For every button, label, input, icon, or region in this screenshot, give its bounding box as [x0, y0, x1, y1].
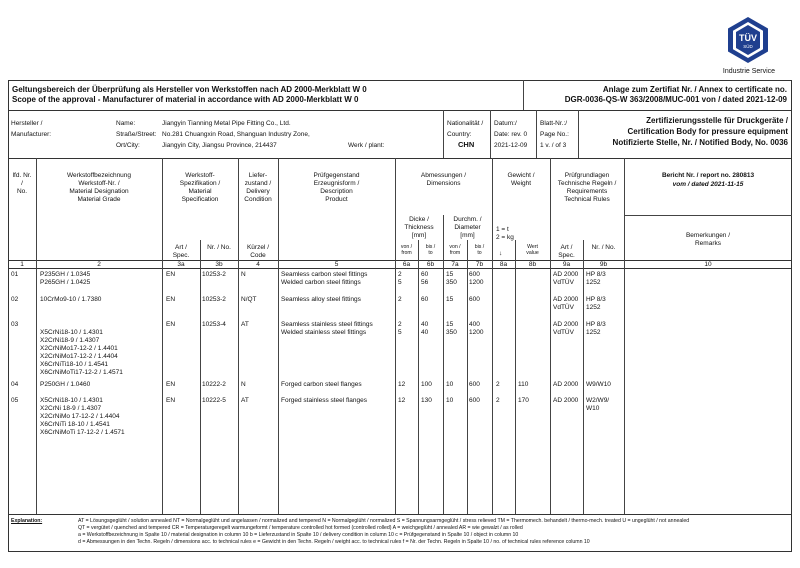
- divider: [8, 158, 792, 159]
- cell-d-from: 10: [446, 381, 454, 388]
- report-date: vom / dated 2021-11-15: [672, 181, 744, 188]
- cell-t-from: 2 5: [398, 321, 402, 336]
- cell-rule: AD 2000 VdTÜV: [553, 271, 579, 286]
- cell-t-to: 130: [421, 397, 432, 404]
- cell-d-from: 15 350: [446, 271, 457, 286]
- cell-grade: X5CrNi18-10 / 1.4301 X2CrNi 18-9 / 1.4307 X2CrNiMo 17-12-2 / 1.4404 X6CrNiTi 18-10 / 1.4541 X6CrNiMoTi 17-12-2 / 1.4571: [40, 397, 125, 436]
- column-number: 8b: [528, 261, 537, 268]
- date-label: Date: rev. 0: [494, 131, 528, 138]
- cell-product: Forged carbon steel flanges: [281, 381, 362, 388]
- column-number: 9b: [599, 261, 608, 268]
- cell-rule: AD 2000: [553, 381, 579, 388]
- cell-t-from: 12: [398, 381, 406, 388]
- page-label: Page No.:: [540, 131, 569, 138]
- cell-specno: 10253-2: [202, 271, 226, 278]
- cell-grade: X5CrNi18-10 / 1.4301 X2CrNi18-9 / 1.4307 X2CrNiMo17-12-2 / 1.4401 X2CrNiMo17-12-2 / 1.4404 X6CrNiTi18-10 / 1.4541 X6CrNiMoTi17-12-2 / 1.4571: [40, 329, 123, 376]
- cell-ruleno: HP 8/3 1252: [586, 321, 606, 336]
- divider: [8, 514, 792, 515]
- manufacturer-city: Jiangyin City, Jiangsu Province, 214437: [162, 142, 277, 149]
- city-label: Ort/City:: [116, 142, 140, 149]
- explanation-line: a = Werkstoffbezeichnung in Spalte 10 / material designation in column 10 b = Lieferzustand in Spalte 10 / delivery condition in column 10 c = Prüfgegenstand in Spalte 10 / object in column 10: [78, 532, 519, 538]
- cell-d-to: 600: [469, 296, 480, 303]
- page-value: 1 v. / of 3: [540, 142, 567, 149]
- title-de: Geltungsbereich der Überprüfung als Hersteller von Werkstoffen nach AD 2000-Merkblatt W 0: [12, 85, 367, 94]
- col-header-code: Kürzel / Code: [246, 244, 270, 259]
- manufacturer-street: No.281 Chuangxin Road, Shanguan Industry Zone,: [162, 131, 310, 138]
- col-header-rules: Prüfgrundlagen Technische Regeln / Requirements Technical Rules: [557, 172, 617, 203]
- column-number: 3a: [177, 261, 185, 268]
- col-header-from: von / from: [400, 244, 413, 257]
- cell-grade: P235GH / 1.0345 P265GH / 1.0425: [40, 271, 91, 286]
- cell-w-unit: 2: [496, 397, 500, 404]
- nationality-label: Nationalität /: [447, 120, 484, 127]
- cell-ruleno: W2/W9/ W10: [586, 397, 610, 412]
- cell-w-val: 170: [518, 397, 529, 404]
- explanation-line: d = Abmessungen in den Techn. Regeln / dimensions acc. to technical rules e = Gewicht in den Techn. Regeln / weight acc. to technical rules f = Nr. der Techn. Regeln in Spalte 10 / no. of technical rules reference column 10: [78, 539, 590, 545]
- col-header-product: Prüfgegenstand Erzeugnisform / Description Product: [313, 172, 360, 203]
- cell-rule: AD 2000 VdTÜV: [553, 296, 579, 311]
- divider: [8, 110, 792, 111]
- column-number: 8a: [499, 261, 508, 268]
- cell-rule: AD 2000: [553, 397, 579, 404]
- logo-text: TÜV: [739, 33, 757, 43]
- manufacturer-label: Manufacturer:: [11, 131, 52, 138]
- col-header-from: von / from: [449, 244, 461, 257]
- cell-ruleno: W9/W10: [586, 381, 611, 388]
- arrow-down-icon: ↓: [499, 250, 503, 257]
- cert-body-2: Certification Body for pressure equipment: [627, 127, 788, 136]
- cell-d-to: 600: [469, 381, 480, 388]
- col-header-rules-no: Nr. / No.: [591, 244, 616, 251]
- cell-t-to: 100: [421, 381, 432, 388]
- cert-body-1: Zertifizierungsstelle für Druckgeräte /: [646, 116, 788, 125]
- nationality-label: Country:: [447, 131, 472, 138]
- cell-spec: EN: [166, 271, 176, 278]
- col-header-thickness: Dicke / Thickness [mm]: [404, 216, 434, 239]
- column-number: 3b: [215, 261, 223, 268]
- cell-t-to: 60 56: [421, 271, 429, 286]
- cell-ruleno: HP 8/3 1252: [586, 271, 606, 286]
- table-frame: [8, 80, 792, 552]
- street-label: Straße/Street:: [116, 131, 157, 138]
- cell-t-from: 2: [398, 296, 402, 303]
- col-header-remarks: Bemerkungen / Remarks: [685, 232, 731, 247]
- cell-w-val: 110: [518, 381, 529, 388]
- column-number: 7a: [451, 261, 459, 268]
- date-label: Datum:/: [494, 120, 517, 127]
- cell-d-from: 15: [446, 296, 454, 303]
- cell-product: Seamless carbon steel fittings Welded carbon steel fittings: [281, 271, 368, 286]
- col-header-weight-unit: 1 = t 2 = kg: [496, 226, 514, 241]
- cell-no: 05: [11, 397, 19, 404]
- cell-spec: EN: [166, 381, 176, 388]
- cell-t-from: 12: [398, 397, 406, 404]
- cell-specno: 10222-5: [202, 397, 226, 404]
- col-header-to: bis / to: [474, 244, 485, 257]
- column-number: 5: [334, 261, 339, 268]
- col-header-dimensions: Abmessungen / Dimensions: [420, 172, 467, 187]
- cert-body-3: Notifizierte Stelle, Nr. / Notified Body, No. 0036: [612, 138, 788, 147]
- col-header-no: lfd. Nr. / No.: [12, 172, 32, 195]
- logo-sub: SÜD: [743, 44, 753, 49]
- col-header-spec: Werkstoff- Spezifikation / Material Specification: [179, 172, 221, 203]
- page-label: Blatt-Nr.:/: [540, 120, 568, 127]
- cell-cond: N: [241, 381, 246, 388]
- cell-product: Seamless stainless steel fittings Welded stainless steel fittings: [281, 321, 373, 336]
- col-header-material: Werkstoffbezeichnung Werkstoff-Nr. / Material Designation Material Grade: [66, 172, 132, 203]
- cell-grade: 10CrMo9-10 / 1.7380: [40, 296, 102, 303]
- cell-w-unit: 2: [496, 381, 500, 388]
- cell-spec: EN: [166, 296, 176, 303]
- cell-spec: EN: [166, 321, 176, 328]
- col-header-diameter: Durchm. / Diameter [mm]: [453, 216, 482, 239]
- cell-specno: 10253-2: [202, 296, 226, 303]
- col-header-rules-art: Art / Spec.: [558, 244, 575, 259]
- cell-grade: P250GH / 1.0460: [40, 381, 91, 388]
- date-value: 2021-12-09: [494, 142, 528, 149]
- cell-cond: AT: [241, 321, 249, 328]
- cell-specno: 10253-4: [202, 321, 226, 328]
- annex-no: DGR-0036-QS-W 363/2008/MUC-001 von / dated 2021-12-09: [564, 95, 787, 104]
- cell-no: 03: [11, 321, 19, 328]
- column-number: 4: [256, 261, 260, 268]
- tuv-logo: [724, 16, 772, 64]
- cell-rule: AD 2000 VdTÜV: [553, 321, 579, 336]
- cell-cond: AT: [241, 397, 249, 404]
- name-label: Name:: [116, 120, 136, 127]
- column-number: 2: [97, 261, 101, 268]
- col-header-weight-value: Wert value: [526, 244, 539, 257]
- annex-label: Anlage zum Zertifiat Nr. / Annex to certificate no.: [602, 85, 787, 94]
- cell-t-to: 60: [421, 296, 429, 303]
- cell-no: 04: [11, 381, 19, 388]
- column-number: 9a: [562, 261, 571, 268]
- cell-product: Seamless alloy steel fittings: [281, 296, 361, 303]
- report-no: Bericht Nr. / report no. 280813: [661, 172, 755, 179]
- cell-t-from: 2 5: [398, 271, 402, 286]
- cell-specno: 10222-2: [202, 381, 226, 388]
- logo-service: Industrie Service: [722, 68, 776, 75]
- explanation-line: QT = vergütet / quenched and tempered CR = Temperaturgeregelt warmungeformt / temperature controlled hot formed (controlled rolled) A = weichgeglüht / annealed AR = wie gewalzt / as rolled: [78, 525, 523, 531]
- column-number: 6b: [426, 261, 435, 268]
- cell-spec: EN: [166, 397, 176, 404]
- cell-d-to: 600: [469, 397, 480, 404]
- explanation-label: Explanation:: [11, 518, 43, 524]
- cell-no: 01: [11, 271, 19, 278]
- cell-t-to: 40 40: [421, 321, 429, 336]
- col-header-weight: Gewicht / Weight: [507, 172, 535, 187]
- column-number: 6a: [402, 261, 411, 268]
- title-en: Scope of the approval - Manufacturer of material in accordance with AD 2000-Merkblatt W 0: [12, 95, 359, 104]
- col-header-to: bis / to: [425, 244, 436, 257]
- cell-d-to: 600 1200: [469, 271, 484, 286]
- column-number: 1: [20, 261, 24, 268]
- column-number: 7b: [475, 261, 484, 268]
- cell-no: 02: [11, 296, 19, 303]
- col-header-delivery: Liefer- zustand / Delivery Condition: [244, 172, 272, 203]
- manufacturer-label: Hersteller /: [11, 120, 43, 127]
- cell-cond: N/QT: [241, 296, 257, 303]
- cell-d-from: 10: [446, 397, 454, 404]
- cell-d-from: 15 350: [446, 321, 457, 336]
- cell-product: Forged stainless steel flanges: [281, 397, 367, 404]
- plant-label: Werk / plant:: [348, 142, 385, 149]
- manufacturer-name: Jiangyin Tianning Metal Pipe Fitting Co., Ltd.: [162, 120, 291, 127]
- cell-cond: N: [241, 271, 246, 278]
- cell-d-to: 400 1200: [469, 321, 484, 336]
- col-header-spec-art: Art / Spec.: [172, 244, 190, 259]
- explanation-line: AT = Lösungsgeglüht / solution annealed NT = Normalgeglüht und angelassen / normalized and tempered N = Normalgeglüht / normalized S = Spannungsarmgeglüht / stress relieved TM = Thermomech. behandelt / thermo-mech. treated U = ungeglüht / not annealed: [78, 518, 690, 524]
- col-header-spec-no: Nr. / No.: [207, 244, 231, 251]
- column-number: 10: [704, 261, 712, 268]
- cell-ruleno: HP 8/3 1252: [586, 296, 606, 311]
- nationality-value: CHN: [458, 140, 475, 149]
